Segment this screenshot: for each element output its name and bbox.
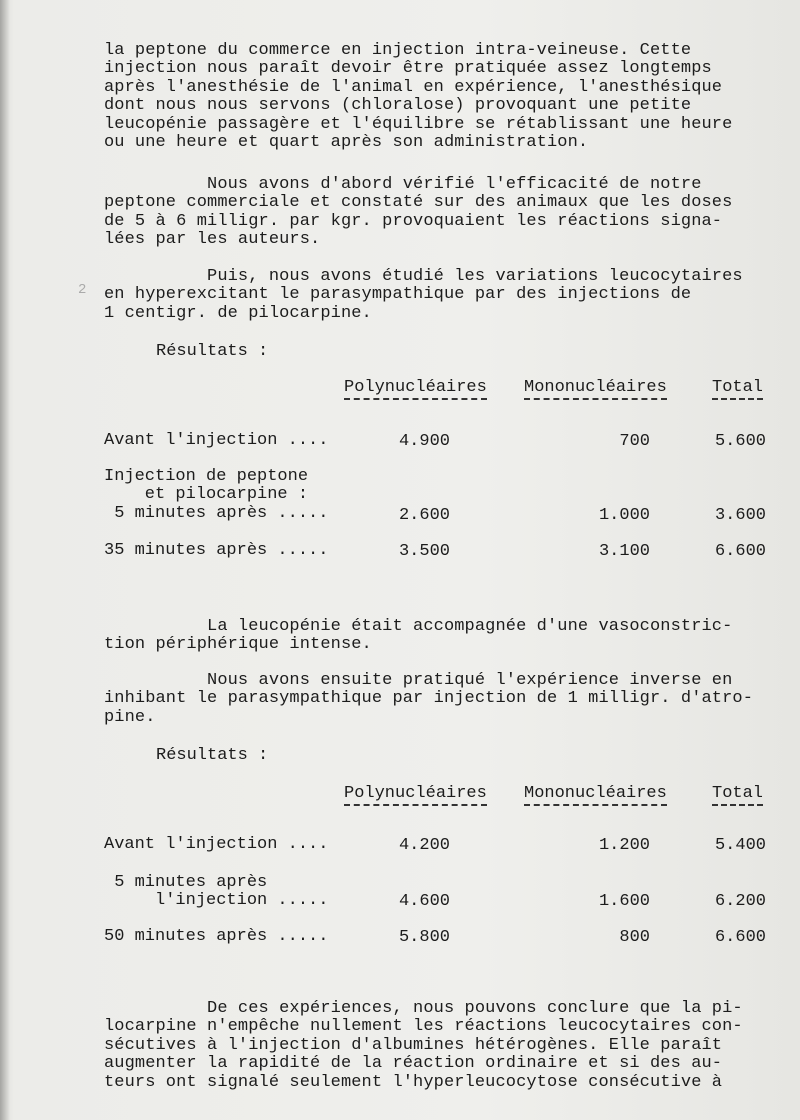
table1-row3-total: 6.600: [714, 542, 766, 561]
table1-header-mono: Mononucléaires: [524, 378, 667, 400]
table1-row2-poly: 2.600: [398, 506, 450, 525]
table1-row2-label: Injection de peptone et pilocarpine : 5 minutes après .....: [104, 467, 329, 523]
table2-row1-total: 5.400: [714, 836, 766, 855]
table1-header-total: Total: [712, 378, 763, 400]
table1-heading: Résultats :: [156, 342, 269, 361]
table1-row1-mono: 700: [619, 432, 650, 451]
table1-row3-mono: 3.100: [598, 542, 650, 561]
paragraph-6: De ces expériences, nous pouvons conclure que la pi- locarpine n'empêche nullement les réactions leucocytaires con- sécutives à l'injection d'albumines hétérogènes. Elle paraît augmenter la rapidité de la réaction ordinaire et si des au- teurs ont signalé seulement l'hyperleucocytose consécutive à: [104, 999, 743, 1092]
table1-row2-total: 3.600: [714, 506, 766, 525]
paragraph-5: Nous avons ensuite pratiqué l'expérience inverse en inhibant le parasympathique par injection de 1 milligr. d'atro- pine.: [104, 671, 754, 727]
table2-row2-poly: 4.600: [398, 892, 450, 911]
table1-header-poly: Polynucléaires: [344, 378, 487, 400]
table2-row1-poly: 4.200: [398, 836, 450, 855]
table2-row1-label: Avant l'injection ....: [104, 835, 329, 854]
table2-row3-mono: 800: [619, 928, 650, 947]
table2-row3-total: 6.600: [714, 928, 766, 947]
table1-row1-poly: 4.900: [398, 432, 450, 451]
page-edge-shadow: [0, 0, 10, 1120]
table1-row2-mono: 1.000: [598, 506, 650, 525]
table2-row3-poly: 5.800: [398, 928, 450, 947]
table1-row3-label: 35 minutes après .....: [104, 541, 329, 560]
table2-header-total: Total: [712, 784, 763, 806]
table2-heading: Résultats :: [156, 746, 269, 765]
table1-row1-label: Avant l'injection ....: [104, 431, 329, 450]
table2-row2-mono: 1.600: [598, 892, 650, 911]
paragraph-3: Puis, nous avons étudié les variations leucocytaires en hyperexcitant le parasympathique par des injections de 1 centigr. de pilocarpine.: [104, 267, 743, 323]
table2-header-mono: Mononucléaires: [524, 784, 667, 806]
table1-row3-poly: 3.500: [398, 542, 450, 561]
table1-row1-total: 5.600: [714, 432, 766, 451]
table2-row2-total: 6.200: [714, 892, 766, 911]
table2-row2-label: 5 minutes après l'injection .....: [114, 873, 329, 911]
table2-row3-label: 50 minutes après .....: [104, 927, 329, 946]
table2-row1-mono: 1.200: [598, 836, 650, 855]
paragraph-2: Nous avons d'abord vérifié l'efficacité de notre peptone commerciale et constaté sur des animaux que les doses de 5 à 6 milligr. par kgr. provoquaient les réactions signa- lées par les auteurs.: [104, 175, 733, 250]
paragraph-4: La leucopénie était accompagnée d'une vasoconstric- tion périphérique intense.: [104, 617, 733, 655]
margin-number: 2: [78, 282, 87, 298]
paragraph-1: la peptone du commerce en injection intra-veineuse. Cette injection nous paraît devoir être pratiquée assez longtemps après l'anesthésie de l'animal en expérience, l'anesthésique dont nous nous servons (chloralose) provoquant une petite leucopénie passagère et l'équilibre se rétablissant une heure ou une heure et quart après son administration.: [104, 41, 733, 153]
table2-header-poly: Polynucléaires: [344, 784, 487, 806]
